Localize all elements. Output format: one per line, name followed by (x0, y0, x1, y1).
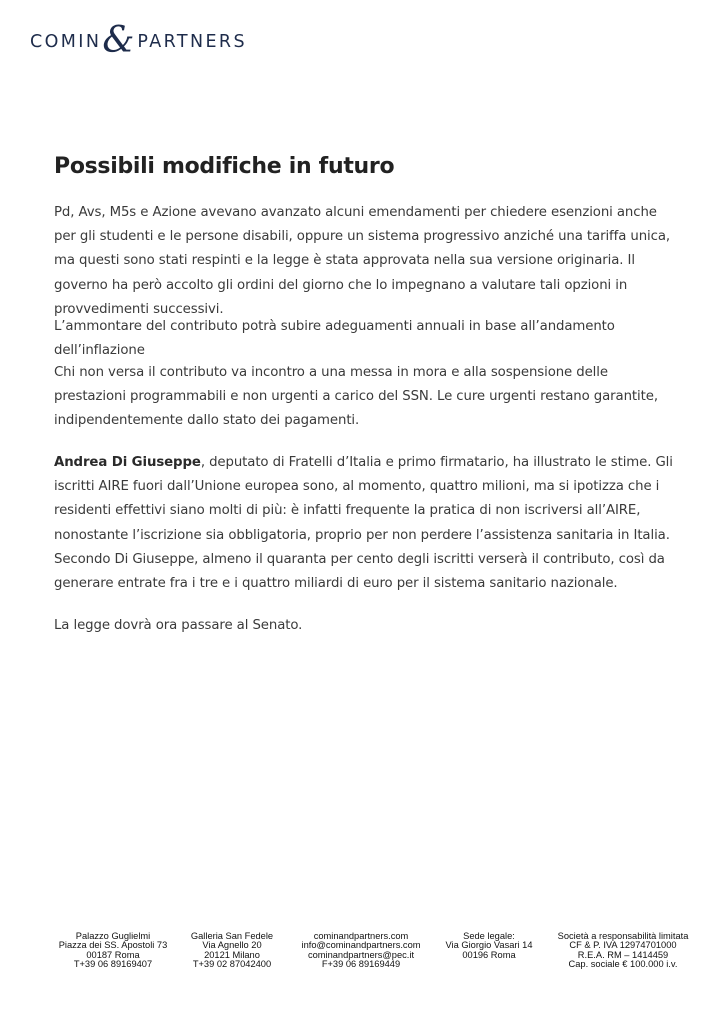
company-logo (30, 20, 248, 61)
footer-line: T+39 06 89169407 (73, 958, 153, 969)
footer-legal-seat (440, 932, 538, 960)
footer-line: F+39 06 89169449 (321, 958, 401, 969)
paragraph-senate: La legge dovrà ora passare al Senato. (54, 618, 303, 633)
section-heading: Possibili modifiche in futuro (54, 154, 395, 179)
author-name: Andrea Di Giuseppe (54, 455, 201, 470)
footer-line: R.E.A. RM – 1414459 (577, 949, 669, 960)
footer-line: 00187 Roma (86, 949, 140, 960)
footer-line: Cap. sociale € 100.000 i.v. (568, 958, 678, 969)
logo-text-comin: COMIN (30, 32, 102, 52)
footer-line: Via Giorgio Vasari 14 (445, 940, 533, 951)
footer-pec-link[interactable]: cominandpartners@pec.it (307, 949, 415, 960)
footer-line: Galleria San Fedele (190, 931, 274, 941)
footer-line: Società a responsabilità limitata (557, 931, 689, 941)
page-footer (0, 932, 708, 972)
footer-milan-office (186, 932, 278, 969)
paragraph-estimates (54, 451, 674, 596)
footer-line: 00196 Roma (462, 949, 516, 960)
footer-line: T+39 02 87042400 (192, 958, 272, 969)
footer-line: Sede legale: (463, 931, 515, 941)
footer-email-link[interactable]: info@cominandpartners.com (301, 940, 421, 951)
footer-line: 20121 Milano (204, 949, 260, 960)
logo-ampersand: & (102, 20, 135, 61)
footer-line: Via Agnello 20 (202, 940, 262, 951)
footer-website-link[interactable]: cominandpartners.com (313, 931, 409, 941)
footer-contacts (296, 932, 426, 969)
paragraph-estimates-text: , deputato di Fratelli d’Italia e primo firmatario, ha illustrato le stime. Gli iscritti AIRE fuori dall’Unione europea sono, al momento, quattro milioni, ma si ipotizza che i residenti effettivi siano molti di più: è infatti frequente la pratica di non iscriversi all’AIRE, nonostante l’iscrizione sia obbligatoria, proprio per non perdere l’assistenza sanitaria in Italia. Secondo Di Giuseppe, almeno il quaranta per cento degli iscritti verserà il contributo, così da generare entrate fra i tre e i quattro miliardi di euro per il sistema sanitario nazionale. (54, 455, 673, 592)
footer-line: CF & P. IVA 12974701000 (569, 940, 677, 951)
paragraph-amendments: Pd, Avs, M5s e Azione avevano avanzato alcuni emendamenti per chiedere esenzioni anche per gli studenti e le persone disabili, oppure un sistema progressivo anziché una tariffa unica, ma questi sono stati respinti e la legge è stata approvata nella sua versione originaria. Il governo ha però accolto gli ordini del giorno che lo impegnano a valutare tali opzioni in provvedimenti successivi. (54, 205, 671, 317)
paragraph-inflation: L’ammontare del contributo potrà subire adeguamenti annuali in base all’andamento dell’inflazione (54, 319, 615, 359)
footer-line: Palazzo Guglielmi (75, 931, 151, 941)
footer-rome-office (56, 932, 170, 969)
logo-text-partners: PARTNERS (137, 32, 248, 52)
footer-line: Piazza dei SS. Apostoli 73 (58, 940, 168, 951)
footer-company-info (554, 932, 692, 969)
paragraph-sanctions: Chi non versa il contributo va incontro a una messa in mora e alla sospensione delle prestazioni programmabili e non urgenti a carico del SSN. Le cure urgenti restano garantite, indipendentemente dallo stato dei pagamenti. (54, 365, 658, 429)
